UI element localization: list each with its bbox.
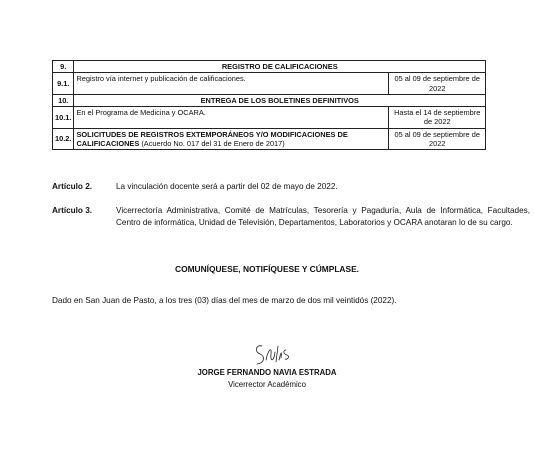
signer-role: Vicerrector Académico (228, 380, 306, 389)
row-description (74, 128, 389, 150)
row-date: 05 al 09 de septiembre de 2022 (389, 128, 486, 150)
row-description: Registro vía internet y publicación de calificaciones. (74, 73, 389, 95)
schedule-table (52, 60, 486, 150)
article-text: Vicerrectoría Administrativa, Comité de Matrículas, Tesorería y Pagaduría, Aula de Informática, Facultades, Centro de informática, Unidad de Televisión, Departamentos, Laboratorios y OCARA anotaran lo de su cargo. (116, 206, 530, 227)
table-row (53, 73, 486, 95)
article-label: Artículo 2. (52, 182, 93, 191)
article-text: La vinculación docente será a partir del 02 de mayo de 2022. (116, 182, 338, 191)
row-date: 05 al 09 de septiembre de 2022 (389, 73, 486, 95)
row-description-bold: SOLICITUDES DE REGISTROS EXTEMPORÁNEOS Y/O MODIFICACIONES DE CALIFICACIONES (76, 129, 348, 148)
section-title: REGISTRO DE CALIFICACIONES (74, 61, 486, 73)
row-description-rest: (Acuerdo No. 017 del 31 de Enero de 2017) (139, 138, 285, 148)
table-row (53, 128, 486, 150)
row-number: 10.1. (53, 107, 74, 129)
row-date: Hasta el 14 de septiembre de 2022 (389, 107, 486, 129)
table-row (53, 107, 486, 129)
table-row (53, 94, 486, 106)
row-number: 10.2. (53, 128, 74, 150)
row-description: En el Programa de Medicina y OCARA. (74, 107, 389, 129)
motto: COMUNÍQUESE, NOTIFÍQUESE Y CÚMPLASE. (175, 264, 359, 274)
row-number: 9.1. (53, 73, 74, 95)
article-label: Artículo 3. (52, 206, 93, 215)
row-number: 10. (53, 94, 74, 106)
table-row (53, 61, 486, 73)
dado-line: Dado en San Juan de Pasto, a los tres (03) días del mes de marzo de dos mil veintidós (2022). (52, 296, 397, 305)
section-title: ENTREGA DE LOS BOLETINES DEFINITIVOS (74, 94, 486, 106)
signature-icon (248, 340, 298, 370)
signer-name: JORGE FERNANDO NAVIA ESTRADA (197, 368, 337, 377)
row-number: 9. (53, 61, 74, 73)
